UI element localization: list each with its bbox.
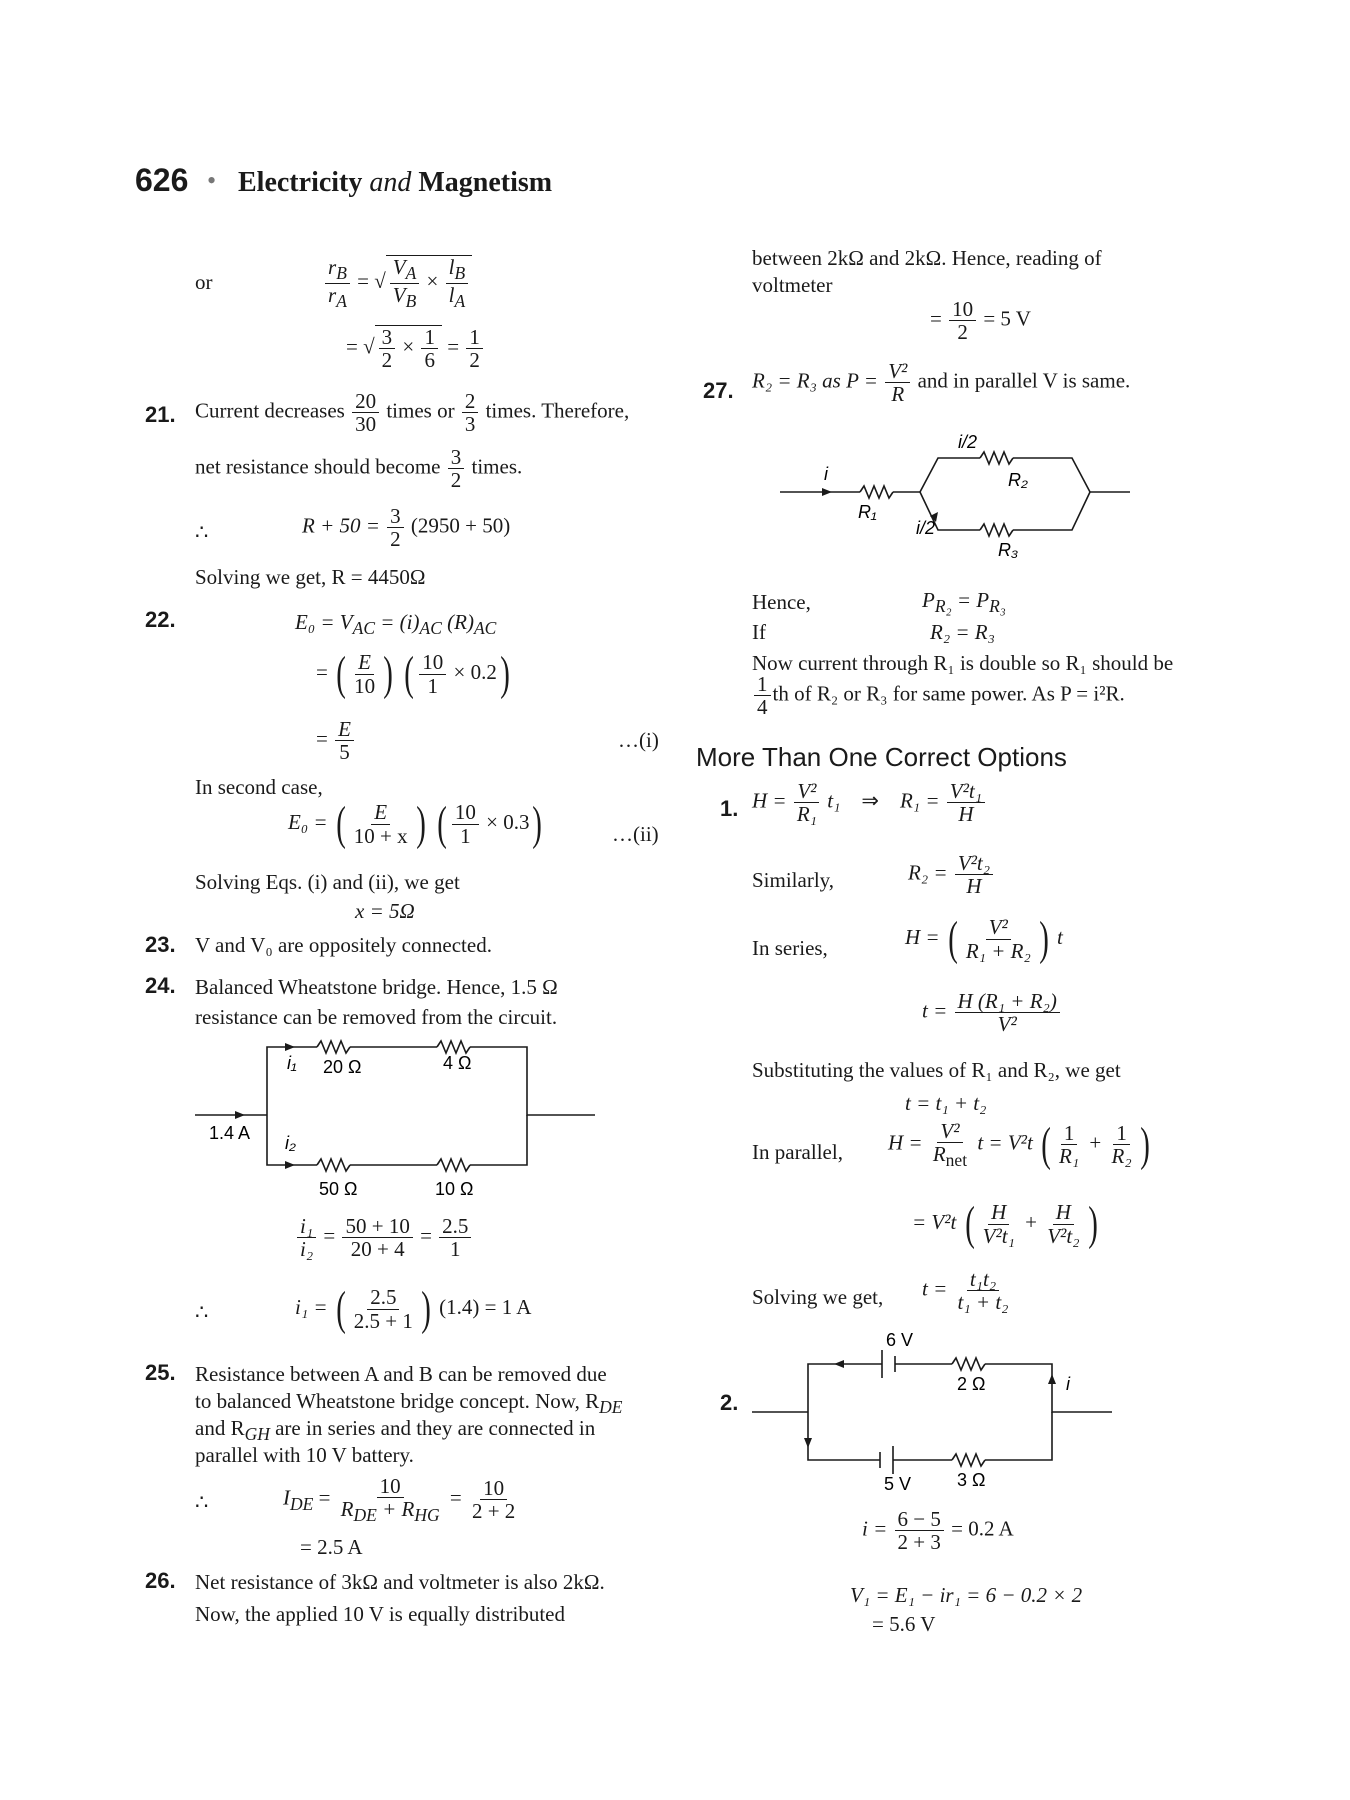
sqrt-formula-2: = √ $\frac{3}{2}$ × $\frac{1}{6}$ = $\frac{1}{2}$: [346, 325, 485, 371]
m1-line3: H = ( $\frac{\text{V²}}{\text{R₁ + R₂}}$ ) t: [905, 912, 1063, 965]
q21-solve: Solving we get, R = 4450Ω: [195, 565, 426, 589]
m1-line4: t = $\frac{\text{H (R₁ + R₂)}}{\text{V²}}$: [922, 990, 1062, 1035]
circuit27-label-r2: R₂: [1008, 470, 1028, 490]
q21-line1: Current decreases $\frac{20}{30}$ times or $\frac{2}{3}$ times. Therefore,: [195, 389, 630, 437]
q22-line1: $E_0 = V_{AC} = (i)_{AC}$ $(R)_{AC}$: [295, 610, 497, 639]
q27-number: 27.: [703, 378, 734, 403]
or-label: or: [195, 270, 213, 294]
q22-result: x = 5Ω: [355, 899, 415, 923]
q24-i1-equation: i₁ = ( $\frac{2.5}{2.5 + 1}$ ) (1.4) = 1 A: [295, 1282, 532, 1335]
q27-if-eq: R₂ = R₃: [930, 620, 995, 644]
q25-p3: and $R_{GH}$ are in series and they are connected in: [195, 1416, 596, 1445]
q24-text2: resistance can be removed from the circuit.: [195, 1005, 558, 1029]
circuit-m2-2ohm: 2 Ω: [957, 1374, 986, 1394]
q26-p1: Net resistance of 3kΩ and voltmeter is also 2kΩ.: [195, 1570, 605, 1594]
q27-circuit-diagram: [780, 430, 1140, 560]
q21-therefore: ∴: [195, 520, 209, 544]
circuit-m2-5v: 5 V: [884, 1474, 912, 1492]
m1-parallel: In parallel,: [752, 1140, 843, 1164]
circuit-label-current: 1.4 A: [209, 1123, 251, 1143]
q26-number: 26.: [145, 1568, 176, 1593]
m1-solve: Solving we get,: [752, 1285, 884, 1309]
circuit-m2-3ohm: 3 Ω: [957, 1470, 986, 1490]
m2-current: i = $\frac{6 - 5}{2 + 3}$ = 0.2 A: [862, 1507, 1014, 1555]
sqrt-formula-1: $\frac{r_B}{r_A}$ = √ $\frac{V_A}{V_B}$ × $\frac{l_B}{l_A}$: [323, 255, 472, 310]
q22-line2: = ( $\frac{E}{10}$ ) ( $\frac{10}{1}$ × 0.2): [316, 647, 510, 700]
q22-tag1: …(i): [618, 728, 659, 752]
circuit27-label-r1: R₁: [858, 502, 877, 522]
q21-line2: net resistance should become $\frac{3}{2}$ times.: [195, 445, 523, 493]
q27-tail: $\frac{1}{4}$ th of R₂ or R₃ for same power. As P = i²R.: [752, 673, 1125, 718]
m1-line8: t = $\frac{\text{t₁t₂}}{\text{t₁ + t₂}}$: [922, 1267, 1009, 1315]
circuit27-label-ihalf-bot: i/2: [916, 518, 936, 538]
q25-p2: to balanced Wheatstone bridge concept. Now, $R_{DE}$: [195, 1389, 623, 1418]
q21-equation: R + 50 = $\frac{3}{2}$ (2950 + 50): [302, 504, 511, 552]
q22-line3: = $\frac{E}{5}$: [316, 718, 356, 763]
q22-second: In second case,: [195, 775, 323, 799]
m1-subst: Substituting the values of R₁ and R₂, we get: [752, 1058, 1121, 1082]
page-title: Electricity and Magnetism: [238, 167, 553, 198]
q27-hence-eq: $P_{R_2} = P_{R_3}$: [922, 588, 1006, 617]
circuit-label-i1: i₁: [287, 1053, 297, 1073]
q24-circuit-diagram: [195, 1035, 605, 1210]
q22-line4: E₀ = ( $\frac{E}{10 + x}$ ) ( $\frac{10}{1}$ × 0.3): [288, 797, 543, 850]
q24-ratio: $\frac{\text{i₁}}{\text{i₂}}$ = $\frac{50 + 10}{20 + 4}$ = $\frac{2.5}{1}$: [295, 1215, 473, 1260]
m1-line7: = V²t ( $\frac{H}{\text{V²t₁}}$ + $\frac{H}{\text{V²t₂}}$ ): [912, 1197, 1098, 1250]
page-number: 626: [135, 162, 189, 198]
q22-solve: Solving Eqs. (i) and (ii), we get: [195, 870, 460, 894]
q26-p2: Now, the applied 10 V is equally distributed: [195, 1602, 565, 1626]
q26-cont1: between 2kΩ and 2kΩ. Hence, reading of: [752, 246, 1102, 270]
q24-therefore: ∴: [195, 1300, 209, 1324]
circuit-label-i2: i₂: [285, 1133, 296, 1153]
m2-voltage-result: = 5.6 V: [872, 1612, 936, 1636]
q23-number: 23.: [145, 932, 176, 957]
m1-number: 1.: [720, 796, 739, 821]
circuit-m2-i: i: [1066, 1374, 1070, 1394]
m2-number: 2.: [720, 1390, 739, 1415]
q22-number: 22.: [145, 607, 176, 632]
circuit-label-50ohm: 50 Ω: [319, 1179, 358, 1199]
m1-series: In series,: [752, 936, 828, 960]
q27-line1: R₂ = R₃ as P = $\frac{\text{V²}}{R}$ and in parallel V is same.: [752, 359, 1131, 407]
m2-circuit-diagram: [752, 1332, 1122, 1492]
q24-text1: Balanced Wheatstone bridge. Hence, 1.5 Ω: [195, 975, 558, 999]
q21-number: 21.: [145, 402, 176, 427]
q25-p1: Resistance between A and B can be removed due: [195, 1362, 607, 1386]
circuit27-label-r3: R₃: [998, 540, 1019, 560]
circuit-m2-6v: 6 V: [886, 1332, 914, 1350]
q25-therefore: ∴: [195, 1490, 209, 1514]
header-bullet: •: [207, 166, 217, 195]
m2-voltage-line: V₁ = E₁ − ir₁ = 6 − 0.2 × 2: [850, 1583, 1083, 1607]
q25-number: 25.: [145, 1360, 176, 1385]
q25-equation: $I_{DE}$ = $\frac{10}{R_{DE} + R_{HG}}$ = $\frac{10}{2 + 2}$: [283, 1474, 516, 1526]
circuit-label-10ohm: 10 Ω: [435, 1179, 474, 1199]
m1-line6: H = $\frac{\text{V²}}{R_{net}}$ t = V²t ( $\frac{1}{\text{R₁}}$ + $\frac{1}{\text{R₂}}$ ): [888, 1117, 1150, 1171]
circuit27-label-ihalf-top: i/2: [958, 432, 978, 452]
q22-tag2: …(ii): [612, 822, 659, 846]
q24-number: 24.: [145, 973, 176, 998]
m1-line1: H = $\frac{\text{V²}}{\text{R₁}}$ t₁ ⇒ R₁ = $\frac{\text{V²t₁}}{H}$: [752, 780, 987, 825]
circuit27-label-i: i: [824, 464, 828, 484]
q27-now: Now current through R₁ is double so R₁ should be: [752, 651, 1174, 675]
circuit-label-20ohm: 20 Ω: [323, 1057, 362, 1077]
q25-result: = 2.5 A: [300, 1535, 363, 1559]
section-title: More Than One Correct Options: [696, 742, 1067, 772]
m1-line2: R₂ = $\frac{\text{V²t₂}}{H}$: [908, 852, 995, 897]
q26-cont2: voltmeter: [752, 273, 833, 297]
q26-voltage: = $\frac{10}{2}$ = 5 V: [930, 297, 1031, 345]
q25-p4: parallel with 10 V battery.: [195, 1443, 414, 1467]
m1-line5: t = t₁ + t₂: [905, 1091, 987, 1115]
q27-hence: Hence,: [752, 590, 811, 614]
q27-if: If: [752, 620, 766, 644]
q23-text: V and V₀ are oppositely connected.: [195, 933, 492, 957]
m1-similarly: Similarly,: [752, 868, 835, 892]
circuit-label-4ohm: 4 Ω: [443, 1053, 472, 1073]
